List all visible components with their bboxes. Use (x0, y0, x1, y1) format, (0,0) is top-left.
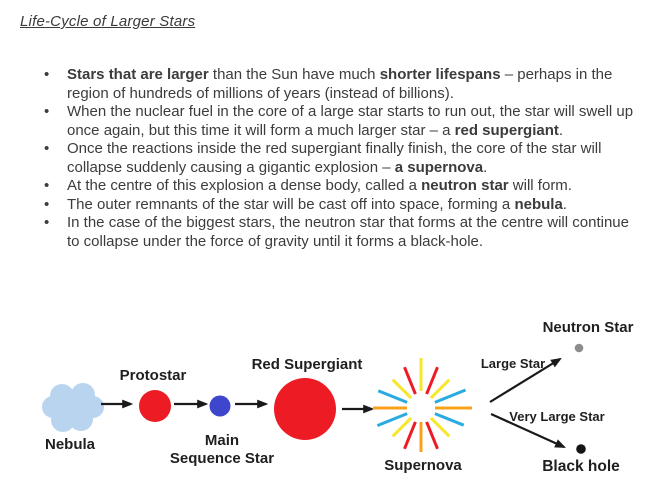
black-hole-shape (576, 444, 586, 454)
supernova-ray (405, 422, 416, 449)
supernova-ray (378, 391, 407, 403)
protostar-shape (139, 390, 171, 422)
bullet-item: • Once the reactions inside the red supergiant finally finish, the core of the star will collapse suddenly causing a gigantic explosion – a supernova. (30, 140, 642, 177)
red-supergiant-label: Red Supergiant (251, 356, 363, 373)
neutron-star-label: Neutron Star (542, 319, 634, 336)
main-sequence-star-label (147, 432, 297, 468)
black-hole-label: Black hole (542, 458, 620, 475)
supernova-ray (405, 367, 416, 394)
neutron-star-shape (575, 344, 584, 353)
main-sequence-star-label-line1: Main (204, 432, 240, 449)
supernova-ray (431, 380, 449, 398)
large-star-branch-label: Large Star (480, 356, 546, 371)
bullet-item: • At the centre of this explosion a dense body, called a neutron star will form. (30, 177, 642, 196)
supernova-ray (427, 422, 438, 449)
supernova-ray (427, 367, 438, 394)
protostar-label: Protostar (119, 367, 187, 384)
red-supergiant-shape (274, 378, 336, 440)
nebula-label: Nebula (44, 436, 95, 453)
bullet-item: • The outer remnants of the star will be cast off into space, forming a nebula. (30, 196, 642, 215)
bullet-item: • In the case of the biggest stars, the neutron star that forms at the centre will continue to collapse under the force of gravity until it forms a black-hole. (30, 214, 642, 251)
supernova-ray (377, 414, 407, 426)
supernova-ray (435, 414, 464, 426)
main-sequence-star-label-line2: Sequence Star (169, 450, 275, 467)
very-large-star-branch-label: Very Large Star (509, 409, 605, 424)
bullet-item: • When the nuclear fuel in the core of a large star starts to run out, the star will swell up once again, but this time it will form a much larger star – a red supergiant. (30, 103, 642, 140)
main-sequence-star-shape (210, 396, 231, 417)
supernova-label: Supernova (384, 457, 462, 474)
bullet-item: • Stars that are larger than the Sun have much shorter lifespans – perhaps in the region of hundreds of millions of years (instead of billions). (30, 66, 642, 103)
page-title: Life-Cycle of Larger Stars (20, 13, 196, 30)
supernova-ray (393, 418, 411, 436)
supernova-ray (431, 418, 449, 436)
nebula-shape (42, 383, 104, 432)
supernova-ray (435, 390, 466, 402)
supernova-ray (393, 380, 411, 398)
